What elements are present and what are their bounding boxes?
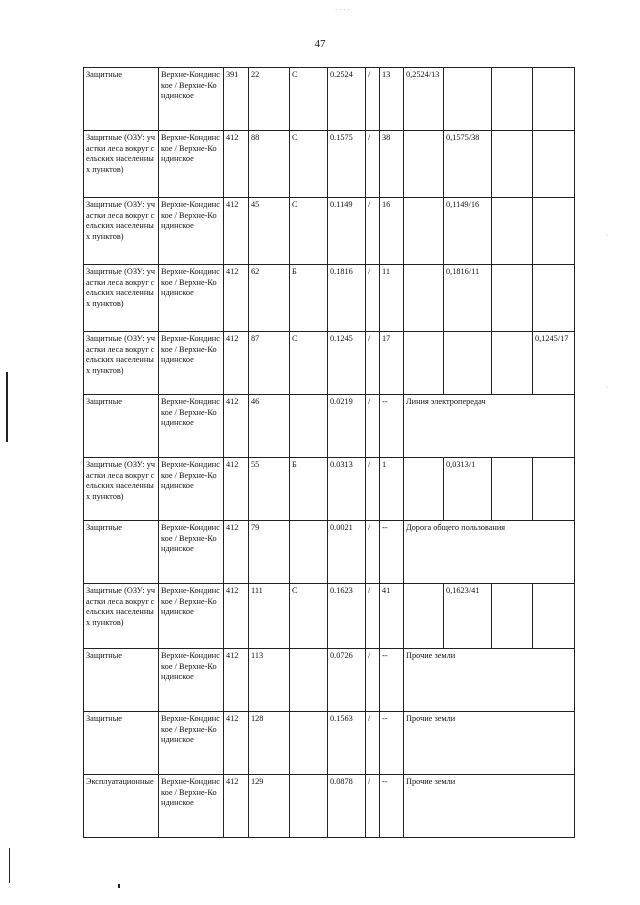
cell-c1 <box>404 458 444 521</box>
cell-count: 38 <box>380 131 404 198</box>
cell-mark: С <box>290 131 328 198</box>
cell-sep: / <box>366 775 380 838</box>
cell-category: Защитные <box>84 395 159 458</box>
cell-c4: 0,1245/17 <box>533 332 575 395</box>
cell-sep: / <box>366 649 380 712</box>
cell-c4 <box>533 584 575 649</box>
cell-mark <box>290 649 328 712</box>
cell-c3 <box>492 131 533 198</box>
cell-count: -- <box>380 712 404 775</box>
cell-area: 0.0313 <box>328 458 366 521</box>
cell-c1 <box>404 584 444 649</box>
cell-c4 <box>533 458 575 521</box>
table-row <box>84 265 575 332</box>
cell-c1 <box>404 332 444 395</box>
cell-count: -- <box>380 395 404 458</box>
cell-area: 0.2524 <box>328 68 366 131</box>
cell-area: 0.0219 <box>328 395 366 458</box>
cell-area: 0.1623 <box>328 584 366 649</box>
cell-category: Эксплуатационные <box>84 775 159 838</box>
cell-location: Верхне-Кондинское / Верхне-Кондинское <box>159 395 224 458</box>
page-number: 47 <box>314 38 326 50</box>
cell-c3 <box>492 198 533 265</box>
cell-mark <box>290 521 328 584</box>
table-row <box>84 395 575 458</box>
cell-quarter: 412 <box>224 332 249 395</box>
cell-quarter: 412 <box>224 521 249 584</box>
cell-sep: / <box>366 395 380 458</box>
cell-sep: / <box>366 458 380 521</box>
cell-note: Дорога общего пользования <box>404 521 575 584</box>
cell-mark: Б <box>290 265 328 332</box>
cell-area: 0.0726 <box>328 649 366 712</box>
cell-plot: 111 <box>249 584 290 649</box>
table-row <box>84 649 575 712</box>
cell-quarter: 412 <box>224 649 249 712</box>
cell-plot: 129 <box>249 775 290 838</box>
cell-plot: 113 <box>249 649 290 712</box>
cell-plot: 79 <box>249 521 290 584</box>
cell-c2: 0,0313/1 <box>444 458 492 521</box>
cell-c2 <box>444 332 492 395</box>
cell-location: Верхне-Кондинское / Верхне-Кондинское <box>159 458 224 521</box>
cell-quarter: 412 <box>224 395 249 458</box>
cell-location: Верхне-Кондинское / Верхне-Кондинское <box>159 775 224 838</box>
cell-area: 0.1575 <box>328 131 366 198</box>
cell-category: Защитные (ОЗУ: участки леса вокруг сельских населенных пунктов) <box>84 458 159 521</box>
cell-plot: 22 <box>249 68 290 131</box>
cell-quarter: 412 <box>224 265 249 332</box>
cell-c1 <box>404 131 444 198</box>
cell-quarter: 391 <box>224 68 249 131</box>
cell-location: Верхне-Кондинское / Верхне-Кондинское <box>159 584 224 649</box>
scan-speckle: · <box>606 232 609 240</box>
scan-edge-mark <box>6 372 8 442</box>
cell-mark <box>290 712 328 775</box>
cell-c3 <box>492 265 533 332</box>
cell-mark: С <box>290 584 328 649</box>
forest-plots-table <box>83 67 575 838</box>
cell-area: 0.0878 <box>328 775 366 838</box>
cell-category: Защитные <box>84 649 159 712</box>
cell-mark: С <box>290 68 328 131</box>
cell-plot: 46 <box>249 395 290 458</box>
cell-sep: / <box>366 131 380 198</box>
cell-location: Верхне-Кондинское / Верхне-Кондинское <box>159 198 224 265</box>
scan-speckle: · <box>606 384 609 392</box>
cell-count: 16 <box>380 198 404 265</box>
cell-c4 <box>533 265 575 332</box>
cell-quarter: 412 <box>224 458 249 521</box>
cell-c4 <box>533 131 575 198</box>
cell-c3 <box>492 68 533 131</box>
cell-count: -- <box>380 521 404 584</box>
table-row <box>84 131 575 198</box>
table-row <box>84 68 575 131</box>
cell-category: Защитные <box>84 521 159 584</box>
cell-plot: 55 <box>249 458 290 521</box>
cell-quarter: 412 <box>224 712 249 775</box>
cell-location: Верхне-Кондинское / Верхне-Кондинское <box>159 131 224 198</box>
cell-plot: 88 <box>249 131 290 198</box>
table-row <box>84 775 575 838</box>
cell-area: 0.1563 <box>328 712 366 775</box>
cell-c2: 0,1149/16 <box>444 198 492 265</box>
cell-category: Защитные <box>84 712 159 775</box>
cell-count: 1 <box>380 458 404 521</box>
cell-mark: С <box>290 198 328 265</box>
cell-area: 0.1149 <box>328 198 366 265</box>
cell-location: Верхне-Кондинское / Верхне-Кондинское <box>159 68 224 131</box>
cell-c1 <box>404 198 444 265</box>
cell-mark <box>290 395 328 458</box>
cell-mark: Б <box>290 458 328 521</box>
cell-c1 <box>404 265 444 332</box>
cell-plot: 87 <box>249 332 290 395</box>
cell-quarter: 412 <box>224 198 249 265</box>
cell-c2: 0,1575/38 <box>444 131 492 198</box>
table-row <box>84 712 575 775</box>
cell-c1: 0,2524/13 <box>404 68 444 131</box>
cell-mark: С <box>290 332 328 395</box>
cell-count: 13 <box>380 68 404 131</box>
cell-location: Верхне-Кондинское / Верхне-Кондинское <box>159 332 224 395</box>
table-row <box>84 458 575 521</box>
table-row <box>84 332 575 395</box>
cell-sep: / <box>366 521 380 584</box>
table-row <box>84 198 575 265</box>
table-row <box>84 521 575 584</box>
cell-count: -- <box>380 775 404 838</box>
cell-plot: 128 <box>249 712 290 775</box>
cell-quarter: 412 <box>224 131 249 198</box>
cell-quarter: 412 <box>224 775 249 838</box>
scan-speckle: · · · · <box>335 6 350 14</box>
cell-c2: 0,1623/41 <box>444 584 492 649</box>
cell-c2: 0,1816/11 <box>444 265 492 332</box>
cell-category: Защитные (ОЗУ: участки леса вокруг сельских населенных пунктов) <box>84 198 159 265</box>
cell-sep: / <box>366 712 380 775</box>
cell-c3 <box>492 332 533 395</box>
table-row <box>84 584 575 649</box>
cell-category: Защитные (ОЗУ: участки леса вокруг сельских населенных пунктов) <box>84 131 159 198</box>
cell-sep: / <box>366 265 380 332</box>
cell-location: Верхне-Кондинское / Верхне-Кондинское <box>159 265 224 332</box>
cell-count: 11 <box>380 265 404 332</box>
cell-c4 <box>533 68 575 131</box>
cell-area: 0.1245 <box>328 332 366 395</box>
cell-c4 <box>533 198 575 265</box>
cell-note: Прочие земли <box>404 649 575 712</box>
cell-category: Защитные <box>84 68 159 131</box>
cell-count: -- <box>380 649 404 712</box>
cell-location: Верхне-Кондинское / Верхне-Кондинское <box>159 649 224 712</box>
cell-sep: / <box>366 198 380 265</box>
cell-sep: / <box>366 68 380 131</box>
cell-area: 0.1816 <box>328 265 366 332</box>
scan-edge-mark <box>9 848 10 883</box>
cell-plot: 62 <box>249 265 290 332</box>
cell-note: Линия электропередач <box>404 395 575 458</box>
table-body <box>84 68 575 838</box>
cell-area: 0.0021 <box>328 521 366 584</box>
cell-note: Прочие земли <box>404 775 575 838</box>
cell-c3 <box>492 584 533 649</box>
cell-c3 <box>492 458 533 521</box>
cell-plot: 45 <box>249 198 290 265</box>
cell-category: Защитные (ОЗУ: участки леса вокруг сельских населенных пунктов) <box>84 584 159 649</box>
cell-sep: / <box>366 584 380 649</box>
cell-location: Верхне-Кондинское / Верхне-Кондинское <box>159 712 224 775</box>
cell-count: 17 <box>380 332 404 395</box>
cell-mark <box>290 775 328 838</box>
cell-c2 <box>444 68 492 131</box>
scan-dot-mark <box>118 884 120 888</box>
cell-sep: / <box>366 332 380 395</box>
cell-count: 41 <box>380 584 404 649</box>
cell-category: Защитные (ОЗУ: участки леса вокруг сельских населенных пунктов) <box>84 332 159 395</box>
cell-note: Прочие земли <box>404 712 575 775</box>
cell-location: Верхне-Кондинское / Верхне-Кондинское <box>159 521 224 584</box>
cell-category: Защитные (ОЗУ: участки леса вокруг сельских населенных пунктов) <box>84 265 159 332</box>
cell-quarter: 412 <box>224 584 249 649</box>
